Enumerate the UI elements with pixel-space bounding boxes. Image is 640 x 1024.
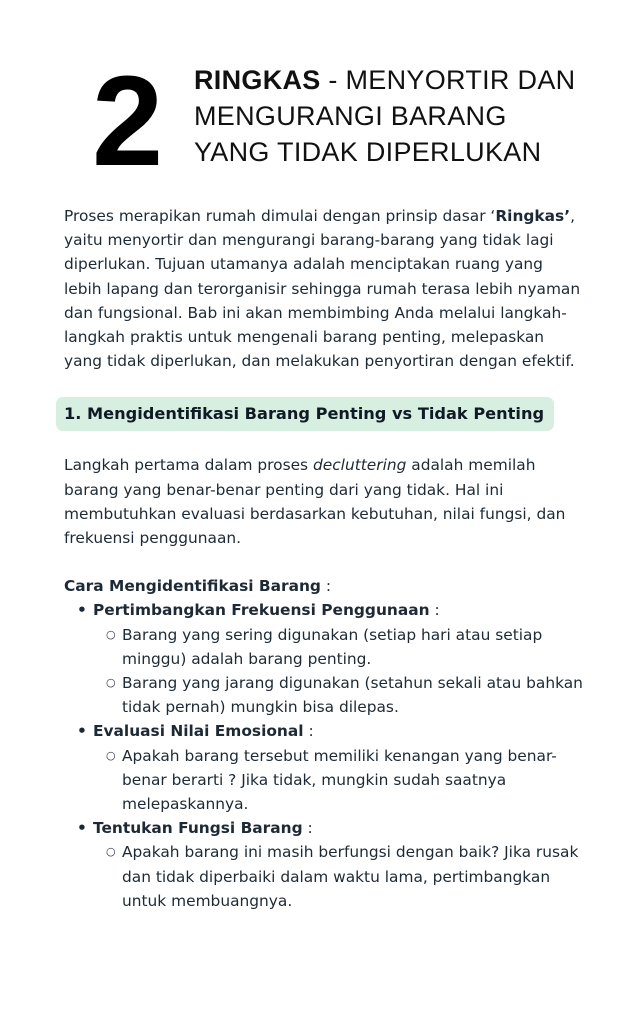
criteria-label: Pertimbangkan Frekuensi Penggunaan bbox=[93, 601, 430, 620]
chapter-title-bold: RINGKAS bbox=[194, 65, 321, 95]
criteria-sublist bbox=[93, 840, 584, 913]
list-title-text: Cara Mengidentifikasi Barang bbox=[64, 577, 321, 596]
intro-paragraph bbox=[64, 204, 584, 373]
list-title-colon: : bbox=[320, 577, 332, 596]
chapter-number: 2 bbox=[92, 50, 162, 193]
criteria-label: Evaluasi Nilai Emosional bbox=[93, 722, 304, 741]
chapter-title bbox=[194, 62, 575, 170]
chapter-title-line2: MENGURANGI BARANG bbox=[194, 101, 507, 131]
criteria-subitem-text: Barang yang sering digunakan (setiap hari atau setiap minggu) adalah barang penting. bbox=[122, 625, 543, 668]
criteria-subitem-text: Apakah barang ini masih berfungsi dengan baik? Jika rusak dan tidak diperbaiki dalam waktu lama, pertimbangkan untuk membuangnya. bbox=[122, 843, 579, 910]
circle-bullet-icon: ○ bbox=[106, 627, 116, 641]
criteria-item bbox=[64, 816, 584, 913]
criteria-subitem-text: Apakah barang tersebut memiliki kenangan yang benar-benar berarti ? Jika tidak, mungkin sudah saatnya melepaskannya. bbox=[122, 746, 557, 814]
intro-ringkas-bold: Ringkas’ bbox=[495, 207, 571, 225]
criteria-colon: : bbox=[302, 819, 313, 838]
criteria-subitem bbox=[93, 840, 584, 913]
criteria-subitem bbox=[93, 671, 584, 719]
chapter-header bbox=[92, 50, 612, 193]
criteria-sublist bbox=[93, 623, 584, 720]
criteria-item bbox=[64, 719, 584, 816]
intro-quote-open: ‘ bbox=[490, 207, 496, 225]
criteria-list bbox=[64, 598, 584, 913]
section-para-before: Langkah pertama dalam proses bbox=[64, 456, 313, 475]
circle-bullet-icon: ○ bbox=[106, 845, 116, 859]
circle-bullet-icon: ○ bbox=[106, 676, 116, 690]
criteria-subitem-text: Barang yang jarang digunakan (setahun sekali atau bahkan tidak pernah) mungkin bisa dilepas. bbox=[122, 674, 583, 717]
bullet-icon: • bbox=[77, 722, 87, 741]
criteria-label: Tentukan Fungsi Barang bbox=[93, 819, 303, 838]
criteria-subitem bbox=[93, 744, 584, 817]
criteria-sublist bbox=[93, 744, 584, 817]
section-paragraph bbox=[64, 453, 584, 550]
list-title bbox=[64, 574, 584, 598]
section-heading: 1. Mengidentifikasi Barang Penting vs Tidak Penting bbox=[56, 397, 554, 431]
criteria-colon: : bbox=[303, 722, 314, 741]
chapter-title-line1: - MENYORTIR DAN bbox=[320, 65, 576, 95]
section-para-italic: decluttering bbox=[312, 456, 407, 475]
bullet-icon: • bbox=[77, 601, 87, 620]
intro-text-after: , yaitu menyortir dan mengurangi barang-barang yang tidak lagi diperlukan. Tujuan utamanya adalah menciptakan ruang yang lebih lapang dan terorganisir sehingga rumah terasa lebih nyaman dan fungsional. Bab ini akan membimbing Anda melalui langkah-langkah praktis untuk mengenali barang penting, melepaskan yang tidak diperlukan, dan melakukan penyortiran dengan efektif. bbox=[64, 207, 581, 371]
section-para-after: adalah memilah barang yang benar-benar penting dari yang tidak. Hal ini membutuhkan evaluasi berdasarkan kebutuhan, nilai fungsi, dan frekuensi penggunaan. bbox=[64, 456, 566, 548]
criteria-colon: : bbox=[429, 601, 440, 620]
chapter-title-line3: YANG TIDAK DIPERLUKAN bbox=[194, 137, 542, 167]
criteria-item bbox=[64, 598, 584, 719]
circle-bullet-icon: ○ bbox=[106, 748, 116, 762]
bullet-icon: • bbox=[77, 819, 87, 838]
criteria-subitem bbox=[93, 623, 584, 671]
chapter-content bbox=[64, 204, 584, 913]
intro-text-before: Proses merapikan rumah dimulai dengan prinsip dasar bbox=[64, 207, 491, 225]
